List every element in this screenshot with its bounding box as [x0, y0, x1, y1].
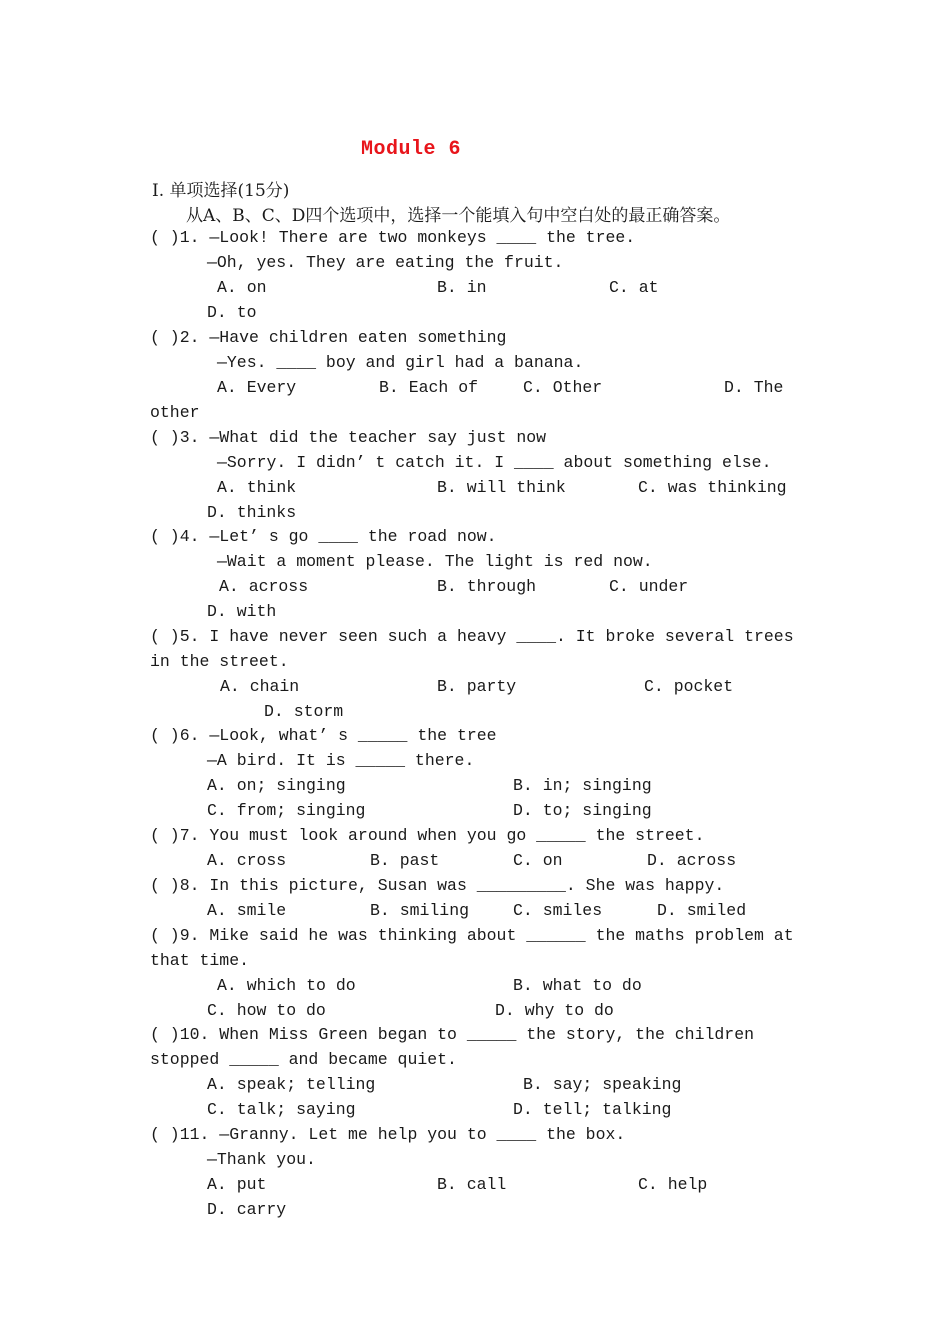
question-stem: ( )10. When Miss Green began to _____ the story, the children	[150, 1025, 754, 1044]
option-d: D. across	[647, 851, 737, 870]
option-c: C. pocket	[644, 677, 734, 696]
option-a: A. put	[207, 1175, 267, 1194]
option-b: B. in; singing	[513, 776, 652, 795]
option-b: B. will think	[437, 478, 566, 497]
option-c: C. under	[609, 577, 689, 596]
option-d: D. thinks	[207, 503, 297, 522]
option-a: A. think	[217, 478, 297, 497]
option-d: D. to; singing	[513, 801, 652, 820]
option-a: A. on; singing	[207, 776, 346, 795]
option-d: D. carry	[207, 1200, 287, 1219]
question-stem: ( )2. —Have children eaten something	[150, 328, 507, 347]
option-c: C. how to do	[207, 1001, 326, 1020]
question-stem: ( )9. Mike said he was thinking about ______ the maths problem at	[150, 926, 794, 945]
question-stem: ( )3. —What did the teacher say just now	[150, 428, 547, 447]
option-b: B. say; speaking	[523, 1075, 682, 1094]
option-d-wrap: other	[150, 403, 200, 422]
question-stem: ( )11. —Granny. Let me help you to ____ the box.	[150, 1125, 626, 1144]
question-stem-wrap: that time.	[150, 951, 250, 970]
option-b: B. what to do	[513, 976, 642, 995]
option-a: A. which to do	[217, 976, 356, 995]
option-c: C. help	[638, 1175, 708, 1194]
option-b: B. in	[437, 278, 487, 297]
option-b: B. past	[370, 851, 440, 870]
option-a: A. smile	[207, 901, 287, 920]
option-b: B. call	[437, 1175, 507, 1194]
question-stem: ( )8. In this picture, Susan was _________. She was happy.	[150, 876, 725, 895]
question-stem: ( )6. —Look, what’ s _____ the tree	[150, 726, 497, 745]
option-a: A. speak; telling	[207, 1075, 376, 1094]
question-stem: ( )7. You must look around when you go _____ the street.	[150, 826, 705, 845]
question-reply: —Sorry. I didn’ t catch it. I ____ about something else.	[217, 453, 772, 472]
option-d: D. smiled	[657, 901, 747, 920]
section-instruction: 从A、B、C、D四个选项中，选择一个能填入句中空白处的最正确答案。	[186, 206, 731, 226]
option-d: D. The	[724, 378, 784, 397]
question-stem-wrap: in the street.	[150, 652, 289, 671]
section-heading: Ⅰ. 单项选择(15分)	[152, 181, 290, 201]
question-reply: —Thank you.	[207, 1150, 316, 1169]
option-c: C. Other	[523, 378, 603, 397]
option-a: A. across	[219, 577, 309, 596]
option-d: D. tell; talking	[513, 1100, 672, 1119]
question-stem-wrap: stopped _____ and became quiet.	[150, 1050, 457, 1069]
question-stem: ( )5. I have never seen such a heavy ____. It broke several trees	[150, 627, 794, 646]
question-stem: ( )4. —Let’ s go ____ the road now.	[150, 527, 497, 546]
option-c: C. was thinking	[638, 478, 787, 497]
option-a: A. on	[217, 278, 267, 297]
option-b: B. party	[437, 677, 517, 696]
question-reply: —A bird. It is _____ there.	[207, 751, 475, 770]
option-b: B. Each of	[379, 378, 479, 397]
option-d: D. why to do	[495, 1001, 614, 1020]
question-stem: ( )1. —Look! There are two monkeys ____ the tree.	[150, 228, 636, 247]
question-reply: —Oh, yes. They are eating the fruit.	[207, 253, 564, 272]
option-d: D. with	[207, 602, 277, 621]
module-title: Module 6	[361, 138, 462, 161]
option-b: B. smiling	[370, 901, 470, 920]
option-c: C. smiles	[513, 901, 603, 920]
option-c: C. talk; saying	[207, 1100, 356, 1119]
option-d: D. storm	[264, 702, 344, 721]
option-c: C. on	[513, 851, 563, 870]
option-a: A. cross	[207, 851, 287, 870]
option-d: D. to	[207, 303, 257, 322]
option-a: A. chain	[220, 677, 300, 696]
question-reply: —Wait a moment please. The light is red now.	[217, 552, 653, 571]
option-b: B. through	[437, 577, 537, 596]
option-a: A. Every	[217, 378, 297, 397]
option-c: C. at	[609, 278, 659, 297]
question-reply: —Yes. ____ boy and girl had a banana.	[217, 353, 584, 372]
option-c: C. from; singing	[207, 801, 366, 820]
